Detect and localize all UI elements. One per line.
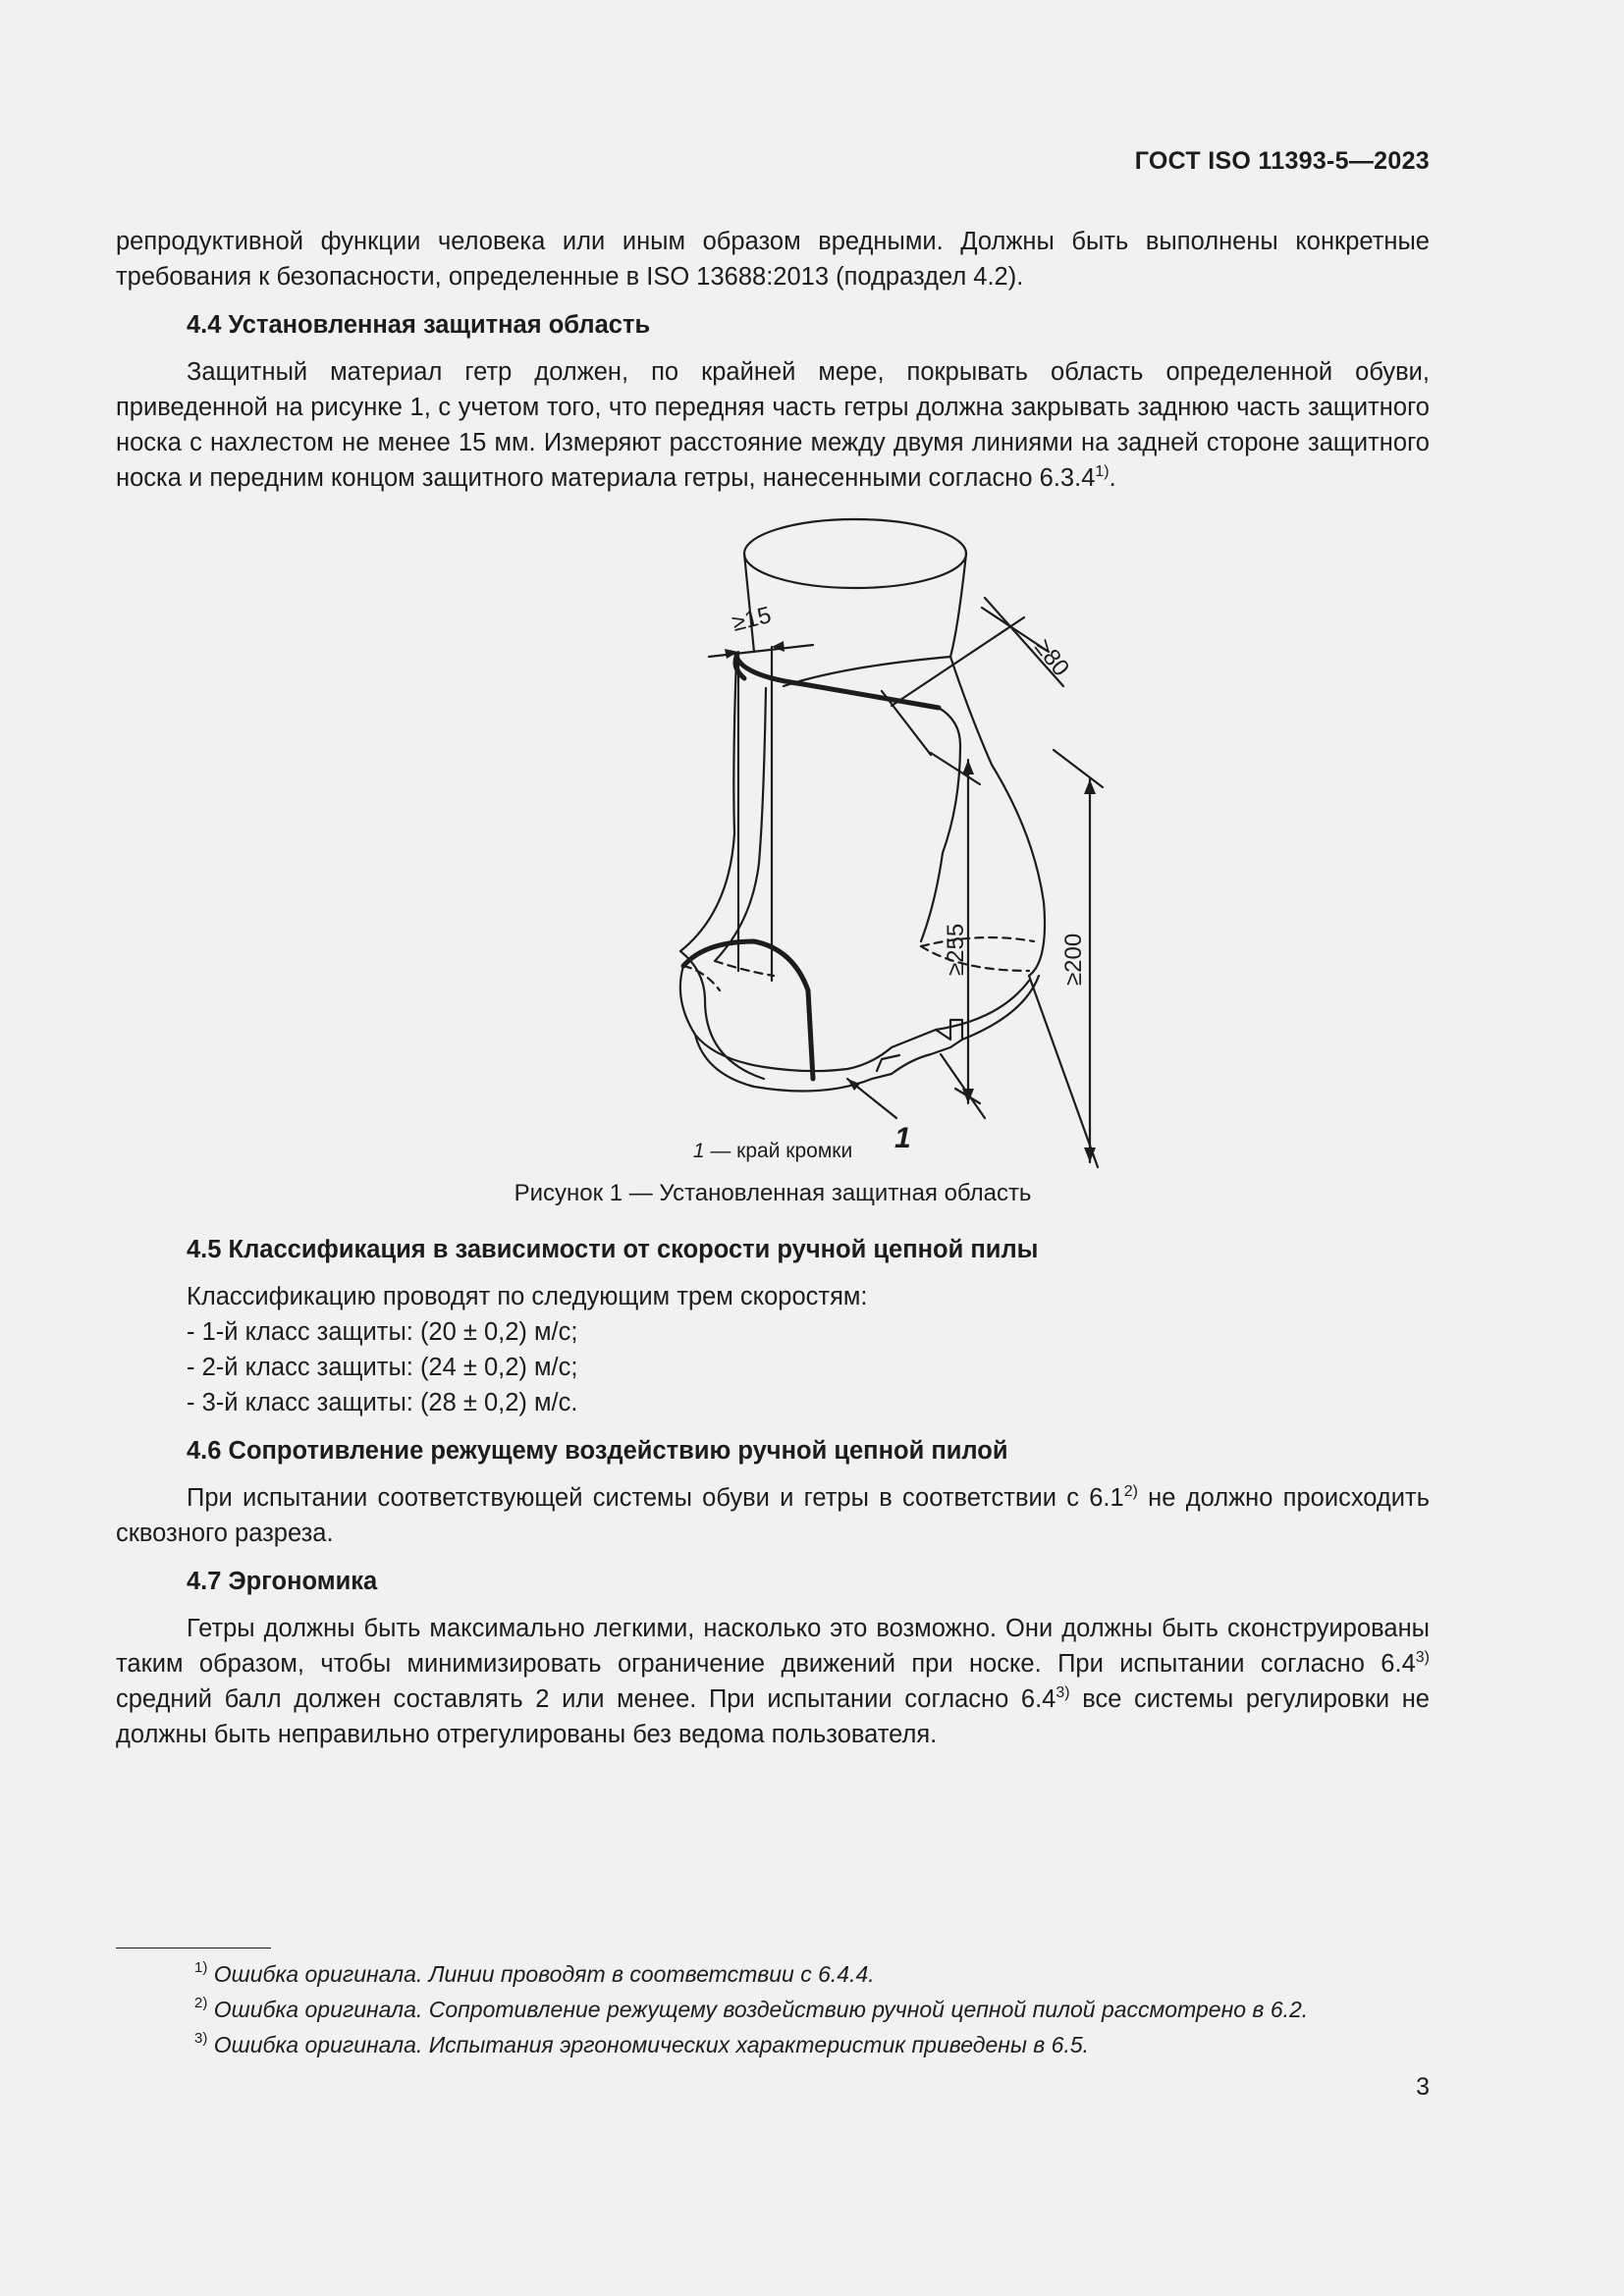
page-content xyxy=(116,224,1430,1758)
section-4-6-body-b: не должно происходить сквозного разреза. xyxy=(116,1484,1430,1547)
section-4-5-heading: 4.5 Классификация в зависимости от скорости ручной цепной пилы xyxy=(187,1236,1039,1263)
speed-class-list xyxy=(116,1279,1430,1420)
document-code: ГОСТ ISO 11393-5—2023 xyxy=(1134,147,1430,175)
footnote-mark: 1) xyxy=(194,1959,208,1976)
section-4-7-heading: 4.7 Эргономика xyxy=(187,1568,378,1595)
page-number: 3 xyxy=(1416,2073,1430,2101)
label-15: ≥15 xyxy=(729,601,775,637)
section-4-4-text xyxy=(116,354,1430,496)
footnote-item xyxy=(116,2027,1430,2062)
toe-cap-back-line xyxy=(680,951,764,1079)
section-4-4-tail: . xyxy=(1109,464,1116,492)
gaiter-front-line xyxy=(680,659,736,951)
footnote-mark: 2) xyxy=(194,1995,208,2011)
footnote-separator xyxy=(116,1948,271,1949)
footnote-ref-3a: 3) xyxy=(1415,1649,1430,1666)
footnote-text: Ошибка оригинала. Линии проводят в соответствии с 6.4.4. xyxy=(213,1961,875,1987)
gaiter-top-edge xyxy=(736,657,939,708)
footnote-mark: 3) xyxy=(194,2030,208,2047)
shaft-top-ellipse xyxy=(744,519,966,588)
footnote-ref-3b: 3) xyxy=(1056,1684,1070,1701)
gaiter-front-inner xyxy=(715,688,766,961)
outsole-line xyxy=(695,976,1039,1092)
list-item: - 1-й класс защиты: (20 ± 0,2) м/с; xyxy=(187,1318,578,1346)
figure-legend xyxy=(116,1138,1430,1165)
shaft-left-edge xyxy=(744,554,754,652)
label-80: ≥80 xyxy=(1029,634,1075,682)
footnote-ref-1: 1) xyxy=(1095,463,1110,480)
gaiter-rear-ellipse xyxy=(784,657,950,686)
section-4-6-body-a: При испытании соответствующей системы обуви и гетры в соответствии с 6.1 xyxy=(187,1484,1124,1512)
footnote-item xyxy=(116,1992,1430,2027)
section-4-7-body-c: все системы регулировки не должны быть неправильно отрегулированы без ведома пользователя. xyxy=(116,1685,1430,1748)
section-4-7-body-b: средний балл должен составлять 2 или менее. При испытании согласно 6.4 xyxy=(116,1685,1056,1713)
section-4-6-heading: 4.6 Сопротивление режущему воздействию ручной цепной пилой xyxy=(187,1437,1008,1465)
legend-number: 1 xyxy=(692,1140,705,1162)
section-4-4-body: Защитный материал гетр должен, по крайней мере, покрывать область определенной обуви, приведенной на рисунке 1, с учетом того, что передняя часть гетры должна закрывать заднюю часть защитного носка с нахлестом не менее 15 мм. Измеряют расстояние между двумя линиями на задней стороне защитного носка и передним концом защитного материала гетры, нанесенными согласно 6.3.4 xyxy=(116,358,1430,492)
section-4-4-heading: 4.4 Установленная защитная область xyxy=(187,311,651,339)
label-item-1: 1 xyxy=(894,1122,911,1154)
section-4-7-text xyxy=(116,1611,1430,1752)
gaiter-rear-flap xyxy=(921,708,960,941)
figure-caption: Рисунок 1 — Установленная защитная область xyxy=(514,1180,1032,1206)
toe-cap-edge xyxy=(683,941,813,1079)
label-255: ≥255 xyxy=(943,923,969,976)
footnote-text: Ошибка оригинала. Сопротивление режущему воздействию ручной цепной пилой рассмотрено в 6.2. xyxy=(213,1997,1309,2022)
legend-text: — край кромки xyxy=(704,1140,853,1162)
label-200: ≥200 xyxy=(1060,933,1087,986)
list-item: - 3-й класс защиты: (28 ± 0,2) м/с. xyxy=(187,1389,578,1416)
footnotes xyxy=(116,1948,1430,2062)
dim-15-line xyxy=(709,645,813,657)
footnote-item xyxy=(116,1956,1430,1992)
footnote-text: Ошибка оригинала. Испытания эргономических характеристик приведены в 6.5. xyxy=(213,2032,1090,2057)
section-4-6-text xyxy=(116,1480,1430,1551)
list-intro: Классификацию проводят по следующим трем скоростям: xyxy=(187,1283,868,1310)
footnote-ref-2: 2) xyxy=(1123,1483,1138,1500)
list-item: - 2-й класс защиты: (24 ± 0,2) м/с; xyxy=(187,1354,578,1381)
intro-paragraph: репродуктивной функции человека или иным образом вредными. Должны быть выполнены конкретные требования к безопасности, определенные в ISO 13688:2013 (подраздел 4.2). xyxy=(116,228,1430,291)
section-4-7-body-a: Гетры должны быть максимально легкими, насколько это возможно. Они должны быть сконструированы таким образом, чтобы минимизировать ограничение движений при носке. При испытании согласно 6.4 xyxy=(116,1615,1430,1678)
